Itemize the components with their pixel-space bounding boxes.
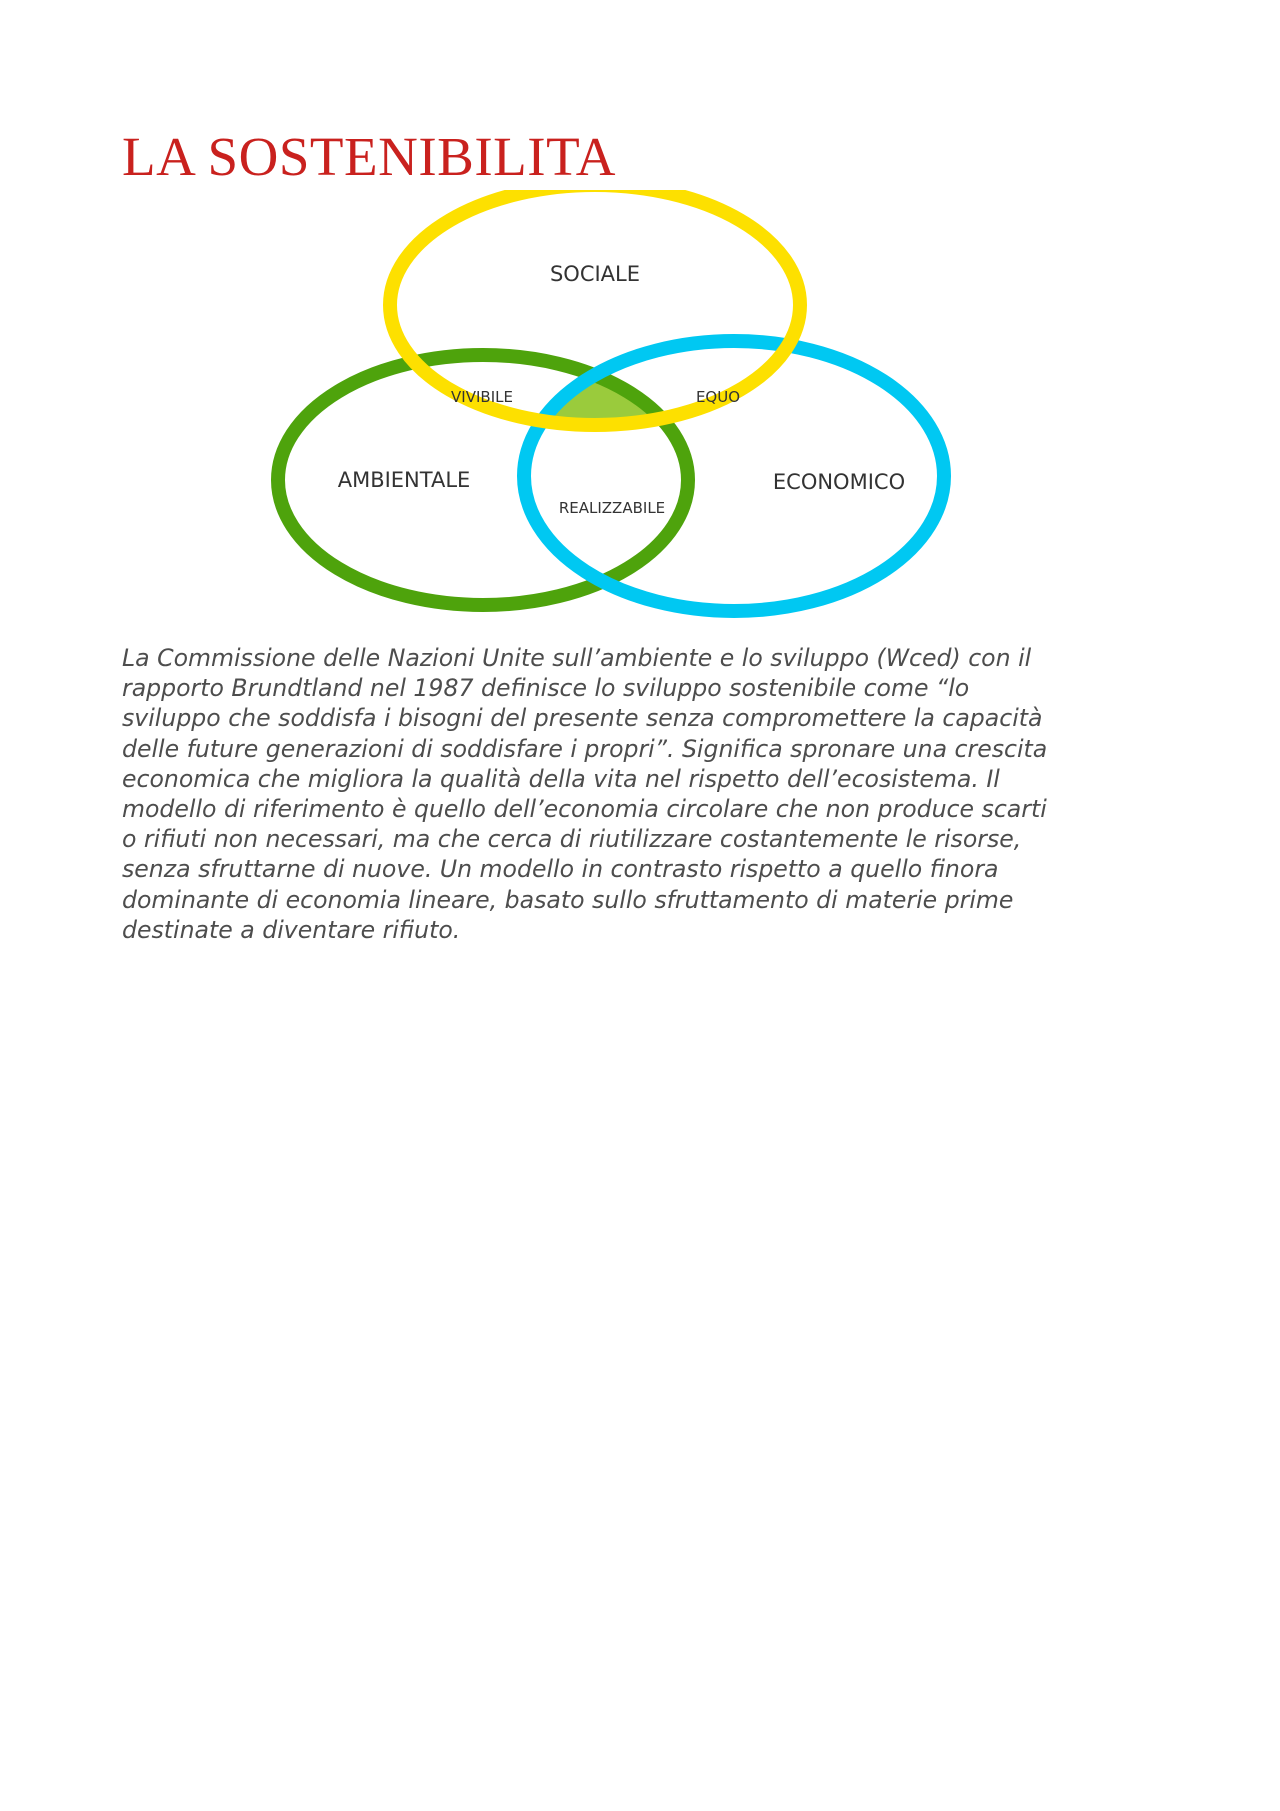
paragraph-line: destinate a diventare rifiuto. xyxy=(122,915,461,944)
equo-label: EQUO xyxy=(695,388,741,406)
ambientale-label: AMBIENTALE xyxy=(337,468,471,492)
sustainability-venn-diagram xyxy=(265,190,985,630)
paragraph-line: dominante di economia lineare, basato sullo sfruttamento di materie prime xyxy=(122,885,1014,914)
economico-label: ECONOMICO xyxy=(772,470,906,494)
paragraph-line: rapporto Brundtland nel 1987 definisce lo sviluppo sostenibile come “lo xyxy=(122,674,970,703)
page-title: LA SOSTENIBILITA xyxy=(122,126,616,187)
sostenibile-label: SOSTENIBILE xyxy=(553,436,663,454)
sociale-label: SOCIALE xyxy=(549,262,641,286)
paragraph-line: sviluppo che soddisfa i bisogni del presente senza compromettere la capacità xyxy=(122,704,1043,733)
paragraph-line: senza sfruttarne di nuove. Un modello in contrasto rispetto a quello finora xyxy=(122,855,999,884)
paragraph-line: modello di riferimento è quello dell’economia circolare che non produce scarti xyxy=(122,795,1047,824)
paragraph-line: delle future generazioni di soddisfare i propri”. Significa spronare una crescita xyxy=(122,734,1048,763)
vivibile-label: VIVIBILE xyxy=(451,388,513,406)
definition-paragraph xyxy=(122,643,1142,945)
paragraph-line: economica che migliora la qualità della vita nel rispetto dell’ecosistema. Il xyxy=(122,764,1000,793)
paragraph-line: o rifiuti non necessari, ma che cerca di riutilizzare costantemente le risorse, xyxy=(122,825,1022,854)
paragraph-line: La Commissione delle Nazioni Unite sull’ambiente e lo sviluppo (Wced) con il xyxy=(122,644,1032,672)
realizzabile-label: REALIZZABILE xyxy=(558,499,666,517)
